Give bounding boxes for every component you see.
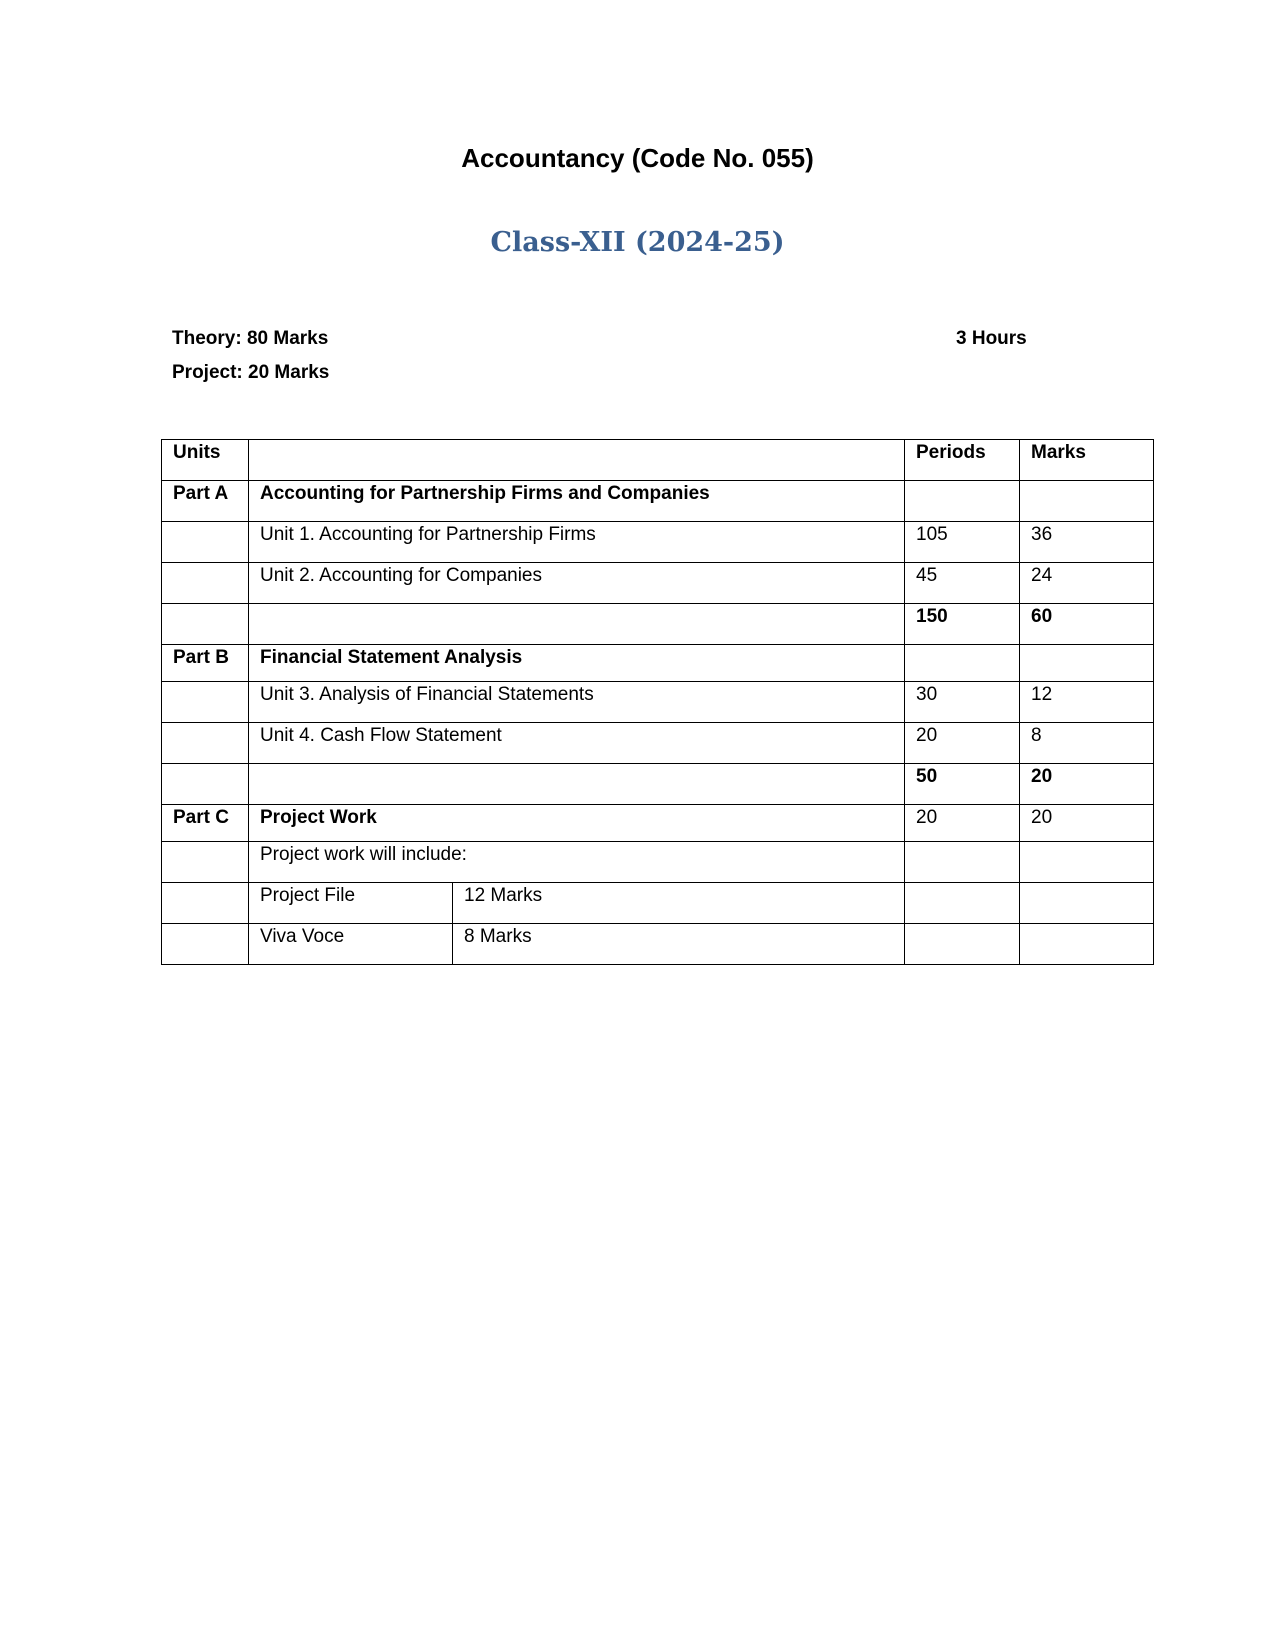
unit-cell (162, 924, 249, 965)
header-marks: Marks (1020, 440, 1154, 481)
header-periods: Periods (905, 440, 1020, 481)
table-row (162, 723, 1154, 764)
unit-cell (162, 883, 249, 924)
marks-cell: 20 (1020, 805, 1154, 842)
table-row (162, 842, 1154, 883)
title-cell: Project Work (249, 805, 905, 842)
periods-cell: 105 (905, 522, 1020, 563)
title-cell: Unit 1. Accounting for Partnership Firms (249, 522, 905, 563)
marks-subtotal: 60 (1020, 604, 1154, 645)
marks-cell (1020, 481, 1154, 522)
component-marks-cell: 12 Marks (453, 883, 905, 924)
unit-cell (162, 842, 249, 883)
marks-cell: 12 (1020, 682, 1154, 723)
periods-cell (905, 883, 1020, 924)
periods-subtotal: 150 (905, 604, 1020, 645)
periods-cell: 20 (905, 805, 1020, 842)
unit-cell (162, 764, 249, 805)
title-cell: Unit 2. Accounting for Companies (249, 563, 905, 604)
subtotal-row (162, 604, 1154, 645)
document-title: Accountancy (Code No. 055) (461, 143, 814, 173)
title-cell: Accounting for Partnership Firms and Companies (249, 481, 905, 522)
marks-cell (1020, 883, 1154, 924)
unit-cell (162, 522, 249, 563)
periods-cell (905, 842, 1020, 883)
subtotal-row (162, 764, 1154, 805)
syllabus-table (161, 439, 1154, 965)
table-row (162, 805, 1154, 842)
marks-cell: 36 (1020, 522, 1154, 563)
unit-cell (162, 682, 249, 723)
periods-subtotal: 50 (905, 764, 1020, 805)
component-marks-cell: 8 Marks (453, 924, 905, 965)
marks-cell (1020, 924, 1154, 965)
periods-cell (905, 645, 1020, 682)
project-marks: Project: 20 Marks (172, 362, 330, 383)
unit-cell (162, 723, 249, 764)
unit-cell: Part A (162, 481, 249, 522)
title-cell: Unit 3. Analysis of Financial Statements (249, 682, 905, 723)
title-cell (249, 764, 905, 805)
marks-cell: 8 (1020, 723, 1154, 764)
marks-cell: 24 (1020, 563, 1154, 604)
title-cell: Unit 4. Cash Flow Statement (249, 723, 905, 764)
class-subtitle: Class-XII (2024-25) (490, 227, 785, 258)
periods-cell: 45 (905, 563, 1020, 604)
header-title (249, 440, 905, 481)
table-header-row (162, 440, 1154, 481)
table-row (162, 924, 1154, 965)
table-row (162, 481, 1154, 522)
unit-cell (162, 563, 249, 604)
periods-cell: 30 (905, 682, 1020, 723)
theory-marks: Theory: 80 Marks (172, 328, 329, 349)
unit-cell: Part C (162, 805, 249, 842)
component-cell: Project File (249, 883, 453, 924)
title-cell: Financial Statement Analysis (249, 645, 905, 682)
marks-cell (1020, 842, 1154, 883)
marks-cell (1020, 645, 1154, 682)
exam-duration: 3 Hours (956, 328, 1027, 349)
periods-cell (905, 481, 1020, 522)
table-row (162, 682, 1154, 723)
periods-cell: 20 (905, 723, 1020, 764)
table-row (162, 563, 1154, 604)
table-row (162, 883, 1154, 924)
unit-cell: Part B (162, 645, 249, 682)
periods-cell (905, 924, 1020, 965)
table-row (162, 522, 1154, 563)
component-cell: Viva Voce (249, 924, 453, 965)
unit-cell (162, 604, 249, 645)
title-cell: Project work will include: (249, 842, 905, 883)
table-row (162, 645, 1154, 682)
title-cell (249, 604, 905, 645)
marks-subtotal: 20 (1020, 764, 1154, 805)
header-units: Units (162, 440, 249, 481)
